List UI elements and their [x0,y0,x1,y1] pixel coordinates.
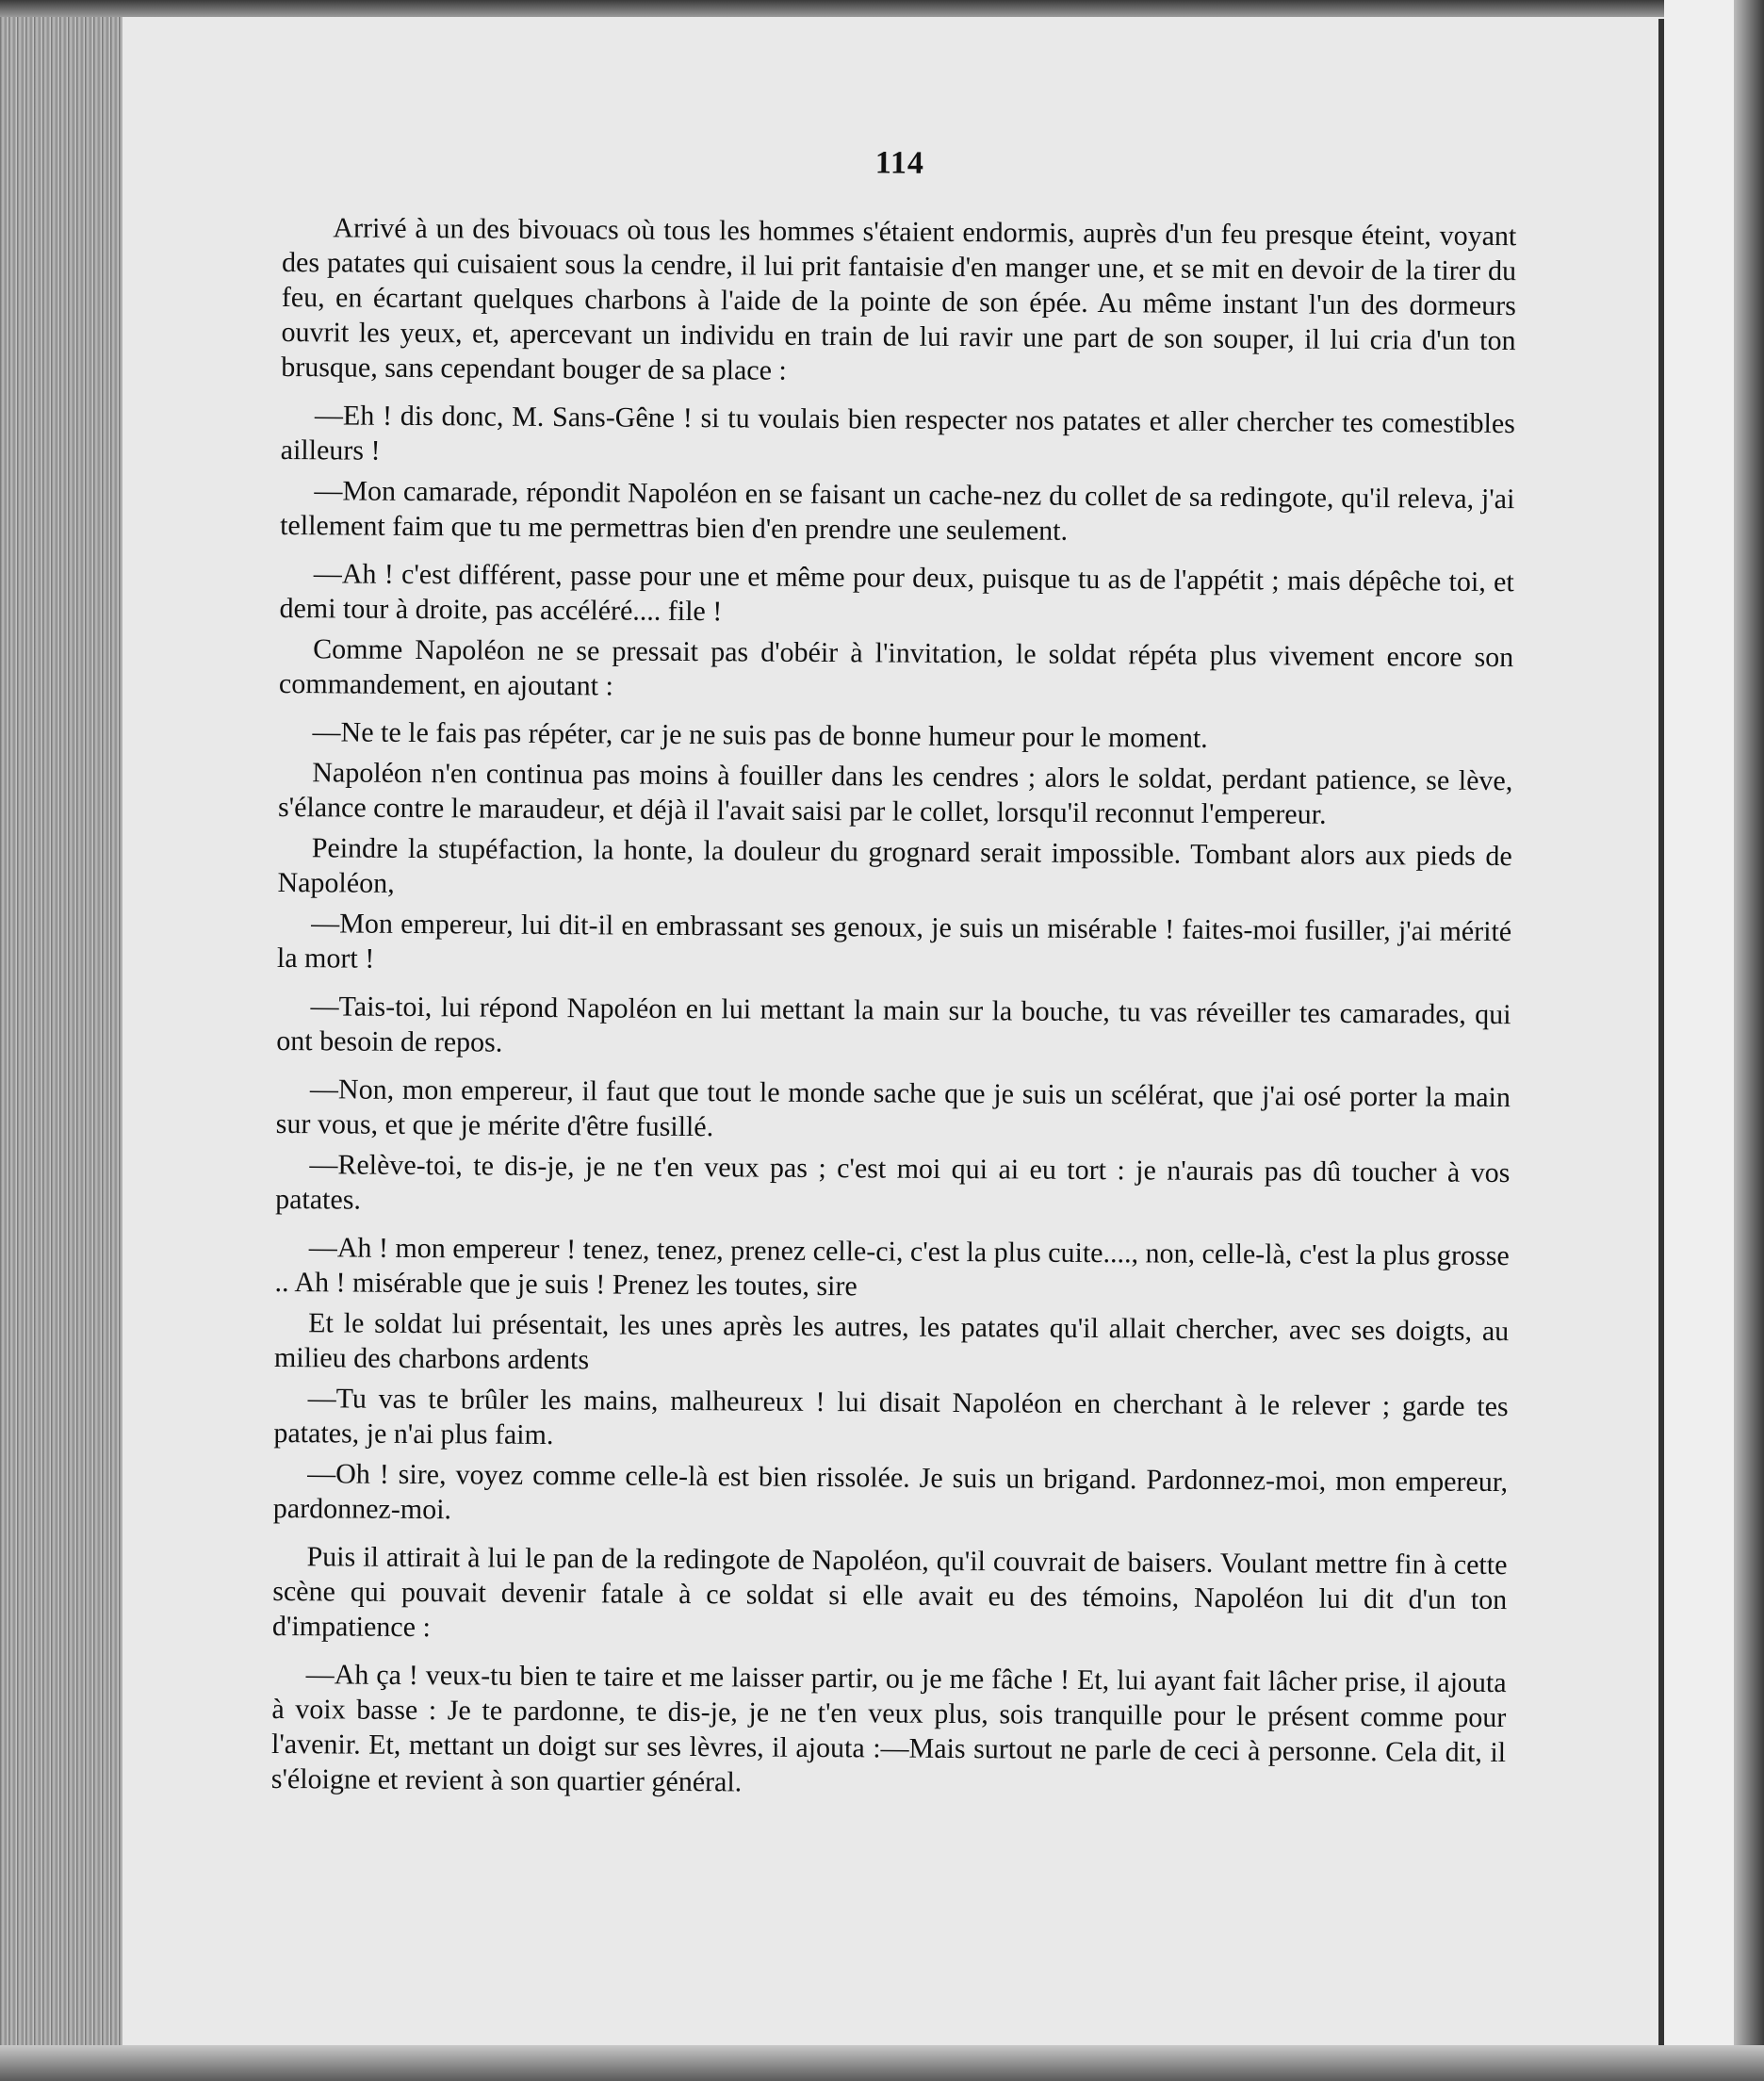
paragraph-18: —Ah ça ! veux-tu bien te taire et me laisser partir, ou je me fâche ! Et, lui ayant fait lâcher prise, il ajouta à voix basse : Je te pardonne, te dis-je, je ne t'en veux plus, sois tranquille pour le présent comme pour l'avenir. Et, mettant un doigt sur ses lèvres, il ajouta :—Mais surtout ne parle de ceci à personne. Cela dit, il s'éloigne et revient à son quartier général. [270,1659,1507,1798]
paragraph-2: —Eh ! dis donc, M. Sans-Gêne ! si tu voulais bien respecter nos patates et aller chercher tes comestibles ailleurs ! [280,400,1516,467]
paragraph-16: —Oh ! sire, voyez comme celle-là est bien rissolée. Je suis un brigand. Pardonnez-moi, mon empereur, pardonnez-moi. [272,1458,1509,1526]
paragraph-10: —Tais-toi, lui répond Napoléon en lui mettant la main sur la bouche, tu vas réveiller tes camarades, qui ont besoin de repos. [276,991,1511,1058]
right-binding-shadow [1734,0,1764,2081]
page-number: 114 [874,145,925,181]
right-border-line [1658,19,1664,2045]
page-body [271,141,1517,1811]
paragraph-6: —Ne te le fais pas répéter, car je ne suis pas de bonne humeur pour le moment. [312,716,1208,754]
paragraph-4: —Ah ! c'est différent, passe pour une et même pour deux, puisque tu as de l'appétit ; mais dépêche toi, et demi tour à droite, pas accéléré.... file ! [279,558,1514,628]
top-edge [0,0,1764,17]
paragraph-7: Napoléon n'en continua pas moins à fouiller dans les cendres ; alors le soldat, perdant patience, se lève, s'élance contre le maraudeur, et déjà il l'avait saisi par le collet, lorsqu'il reconnut l'empereur. [277,757,1513,830]
paragraph-17: Puis il attirait à lui le pan de la redingote de Napoléon, qu'il couvrait de baisers. Voulant mettre fin à cette scène qui pouvait devenir fatale à ce soldat si elle avait eu des témoins, Napoléon lui dit d'un ton d'impatience : [271,1541,1508,1644]
paragraph-11: —Non, mon empereur, il faut que tout le monde sache que je suis un scélérat, que j'ai osé porter la main sur vous, et que je mérite d'être fusillé. [275,1073,1511,1143]
paragraph-1: Arrivé à un des bivouacs où tous les hommes s'étaient endormis, auprès d'un feu presque éteint, voyant des patates qui cuisaient sous la cendre, il lui prit fantaisie d'en manger une, et se mit en devoir de la tirer du feu, en écartant quelques charbons à l'aide de la pointe de son épée. Au même instant l'un des dormeurs ouvrit les yeux, et, apercevant un individu en train de lui ravir une part de son souper, il lui cria d'un ton brusque, sans cependant bouger de sa place : [281,212,1517,386]
paragraph-14: Et le soldat lui présentait, les unes après les autres, les patates qu'il allait chercher, avec ses doigts, au milieu des charbons ardents [273,1307,1510,1376]
book-page-edges [0,0,122,2081]
paragraph-12: —Relève-toi, te dis-je, je ne t'en veux pas ; c'est moi qui ai eu tort : je n'aurais pas dû toucher à vos patates. [275,1149,1511,1216]
paragraph-9: —Mon empereur, lui dit-il en embrassant ses genoux, je suis un misérable ! faites-moi fusiller, j'ai mérité la mort ! [276,908,1512,975]
bottom-edge [0,2045,1764,2081]
paragraph-15: —Tu vas te brûler les mains, malheureux ! lui disait Napoléon en cherchant à le relever ; garde tes patates, je n'ai plus faim. [273,1383,1509,1451]
paragraph-13: —Ah ! mon empereur ! tenez, tenez, prenez celle-ci, c'est la plus cuite...., non, celle-là, c'est la plus grosse .. Ah ! misérable que je suis ! Prenez les toutes, sire [274,1232,1510,1303]
paragraph-8: Peindre la stupéfaction, la honte, la douleur du grognard serait impossible. Tombant alors aux pieds de Napoléon, [277,832,1512,899]
paragraph-5: Comme Napoléon ne se pressait pas d'obéir à l'invitation, le soldat répéta plus vivement encore son commandement, en ajoutant : [278,633,1514,702]
paragraph-3: —Mon camarade, répondit Napoléon en se faisant un cache-nez du collet de sa redingote, qu'il releva, j'ai tellement faim que tu me permettras bien d'en prendre une seulement. [280,475,1515,547]
